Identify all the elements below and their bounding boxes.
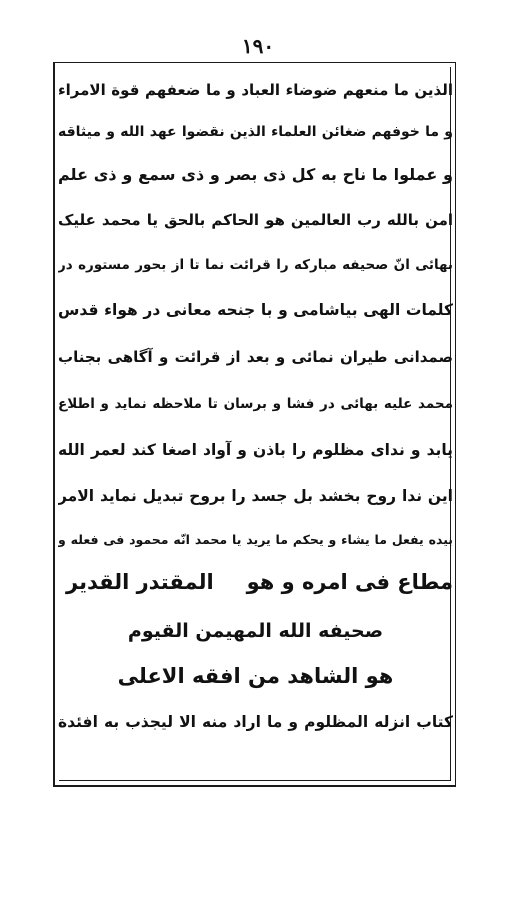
tablet-heading: صحیفه الله المهیمن القیوم	[127, 620, 384, 642]
text-line-3: و عملوا ما ناح به کل ذی بصر و ذی سمع و ذی علم	[58, 165, 453, 184]
text-line-2: و ما خوفهم ضغائن العلماء الذین نقضوا عهد الله و میثاقه	[58, 124, 453, 140]
text-line-final: کتاب انزله المظلوم و ما اراد منه الا لیجذب به افئدة	[58, 713, 453, 731]
text-line-4: امن بالله رب العالمین هو الحاکم بالحق یا محمد علیک	[58, 211, 453, 229]
text-line-1: الذین ما منعهم ضوضاء العباد و ما ضعفهم قوة الامراء	[58, 81, 453, 99]
tablet-invocation: هو الشاهد من افقه الاعلی	[117, 664, 394, 688]
text-line-7: صمدانی طیران نمائی و بعد از قرائت و آگاهی بجناب	[58, 348, 453, 366]
text-line-11: بیده یفعل ما یشاء و یحکم ما یرید یا محمد انّه محمود فی فعله و	[58, 532, 453, 547]
frame-inner-bottom-rule	[59, 780, 451, 781]
page-number: ۱۹۰	[241, 34, 275, 58]
text-line-6: کلمات الهی بیاشامی و با جنحه معانی در هواء قدس	[58, 301, 453, 319]
text-line-12	[58, 564, 453, 600]
text-line-5: بهائی انّ صحیفه مبارکه را قرائت نما تا از بحور مستوره در	[58, 257, 453, 273]
text-line-12-right: مطاع فی امره و هو	[246, 570, 453, 594]
text-line-10: این ندا روح بخشد بل جسد را بروح تبدیل نماید الامر	[58, 487, 453, 505]
text-line-8: محمد علیه بهائی در فشا و برسان تا ملاحظه نماید و اطلاع	[58, 396, 453, 412]
text-line-9: یابد و ندای مظلوم را باذن و آواد اصغا کند لعمر الله	[58, 441, 453, 459]
text-line-12-left: المقتدر القدیر	[66, 570, 214, 594]
